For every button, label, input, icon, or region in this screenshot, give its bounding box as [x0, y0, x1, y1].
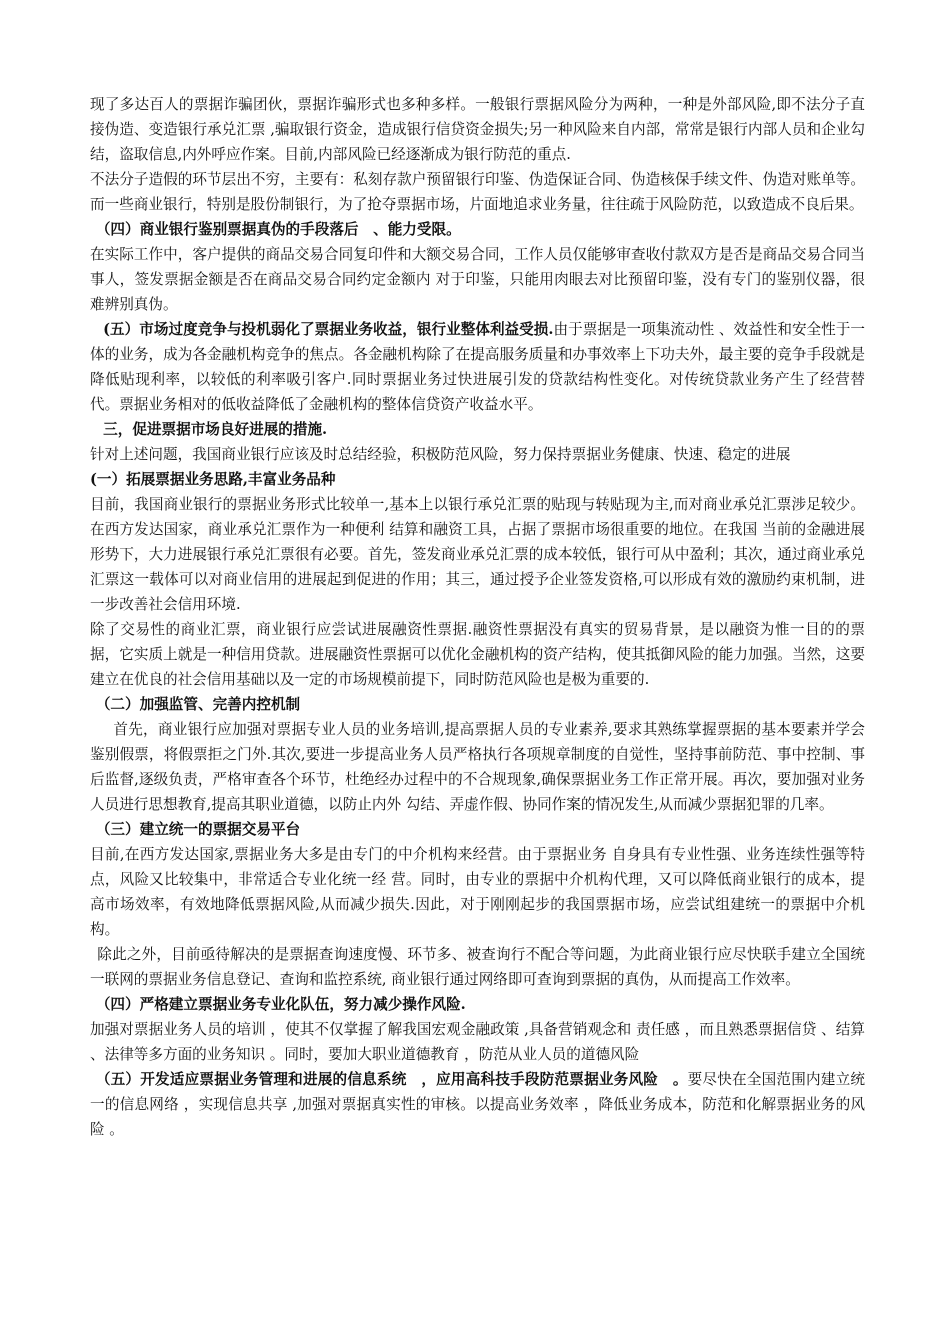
body-market-competition: 由于票据是一项集流动性 、效益性和安全性于一体的业务，成为各金融机构竞争的焦点。各金融机构除了在提高服务质量和办事效率上下功夫外，最主要的竞争手段就是降低贴现利率，以较低的利率吸引客户.同时票据业务过快进展引发的贷款结构性变化。对传统贷款业务产生了经营替代。票据业务相对的低收益降低了金融机构的整体信贷资产收益水平。 [90, 321, 865, 413]
heading-section-three: 三，促进票据市场良好进展的措施. [103, 421, 328, 438]
heading-expand-business: (一）拓展票据业务思路,丰富业务品种 [90, 471, 336, 488]
paragraph-commercial-acceptance: 目前，我国商业银行的票据业务形式比较单一,基本上以银行承兑汇票的贴现与转贴现为主,而对商业承兑汇票涉足较少。在西方发达国家，商业承兑汇票作为一种便利 结算和融资工具，占据了票据市场很重要的地位。在我国 当前的金融进展形势下，大力进展银行承兑汇票很有必要。首先，签发商业承兑汇票的成本较低，银行可从中盈利；其次，通过商业承兑汇票这一载体可以对商业信用的进展起到促进的作用；其三，通过授予企业签发资格,可以形成有效的激励约束机制，进一步改善社会信用环境. [90, 496, 865, 613]
paragraph-training: 加强对票据业务人员的培训 ，使其不仅掌握了解我国宏观金融政策 ,具备营销观念和 责任感 ，而且熟悉票据信贷 、结算 、法律等多方面的业务知识 。同时，要加大职业道德教育 ，防范从业人员的道德风险 [90, 1021, 865, 1063]
paragraph-supervision-body: 首先，商业银行应加强对票据专业人员的业务培训,提高票据人员的专业素养,要求其熟练掌握票据的基本要素并学会鉴别假票，将假票拒之门外.其次,要进一步提高业务人员严格执行各项规章制度的自觉性，坚持事前防范、事中控制、事后监督,逐级负责，严格审查各个环节，杜绝经办过程中的不合规现象,确保票据业务工作正常开展。再次，要加强对业务人员进行思想教育,提高其职业道德，以防止内外 勾结、弄虚作假、协同作案的情况发生,从而减少票据犯罪的几率。 [90, 721, 865, 813]
paragraph-forgery-methods: 不法分子造假的环节层出不穷，主要有：私刻存款户预留银行印鉴、伪造保证合同、伪造核保手续文件、伪造对账单等。而一些商业银行，特别是股份制银行，为了抢夺票据市场，片面地追求业务量，往往疏于风险防范，以致造成不良后果。 [90, 171, 865, 213]
heading-authentication-means: （四）商业银行鉴别票据真伪的手段落后 、能力受限。 [95, 221, 461, 238]
document-page [90, 92, 865, 1142]
body-information-system: 要尽快在全国范围内建立统一的信息网络 ，实现信息共享 ,加强对票据真实性的审核。以提高业务效率 ，降低业务成本，防范和化解票据业务的风险 。 [90, 1071, 865, 1138]
paragraph-query-system: 除此之外，目前亟待解决的是票据查询速度慢、环节多、被查询行不配合等问题，为此商业银行应尽快联手建立全国统一联网的票据业务信息登记、查询和监控系统, 商业银行通过网络即可查询到票据的真伪，从而提高工作效率。 [90, 946, 865, 988]
heading-information-system: （五）开发适应票据业务管理和进展的信息系统 ，应用高科技手段防范票据业务风险 。 [95, 1071, 688, 1088]
paragraph-measures-intro: 针对上述问题，我国商业银行应该及时总结经验，积极防范风险，努力保持票据业务健康、快速、稳定的进展 [90, 446, 791, 463]
paragraph-information-system [90, 1067, 865, 1142]
heading-trading-platform: （三）建立统一的票据交易平台 [95, 821, 301, 838]
paragraph-authentication-practice: 在实际工作中，客户提供的商品交易合同复印件和大额交易合同，工作人员仅能够审查收付款双方是否是商品交易合同当事人，签发票据金额是否在商品交易合同约定金额内 对于印鉴，只能用肉眼去对比预留印鉴，没有专门的鉴别仪器，很难辨别真伪。 [90, 246, 865, 313]
paragraph-external-internal-risk: 现了多达百人的票据诈骗团伙，票据诈骗形式也多种多样。一般银行票据风险分为两种，一种是外部风险,即不法分子直接伪造、变造银行承兑汇票 ,骗取银行资金，造成银行信贷资金损失;另一种风险来自内部，常常是银行内部人员和企业勾结，盗取信息,内外呼应作案。目前,内部风险已经逐渐成为银行防范的重点. [90, 96, 865, 163]
heading-supervision: （二）加强监管、完善内控机制 [95, 696, 301, 713]
heading-market-competition: (五）市场过度竞争与投机弱化了票据业务收益，银行业整体利益受损. [103, 321, 554, 338]
paragraph-financing-bills: 除了交易性的商业汇票，商业银行应尝试进展融资性票据.融资性票据没有真实的贸易背景，是以融资为惟一目的的票据，它实质上就是一种信用贷款。进展融资性票据可以优化金融机构的资产结构，使其抵御风险的能力加强。当然，这要建立在优良的社会信用基础以及一定的市场规模前提下，同时防范风险也是极为重要的. [90, 621, 865, 688]
paragraph-market-competition [90, 317, 865, 417]
paragraph-trading-platform-body: 目前,在西方发达国家,票据业务大多是由专门的中介机构来经营。由于票据业务 自身具有专业性强、业务连续性强等特点，风险又比较集中，非常适合专业化统一经 营。同时，由专业的票据中介机构代理，又可以降低商业银行的成本，提高市场效率，有效地降低票据风险,从而减少损失.因此，对于刚刚起步的我国票据市场，应尝试组建统一的票据中介机构。 [90, 846, 865, 938]
heading-professional-team: （四）严格建立票据业务专业化队伍，努力减少操作风险. [95, 996, 466, 1013]
